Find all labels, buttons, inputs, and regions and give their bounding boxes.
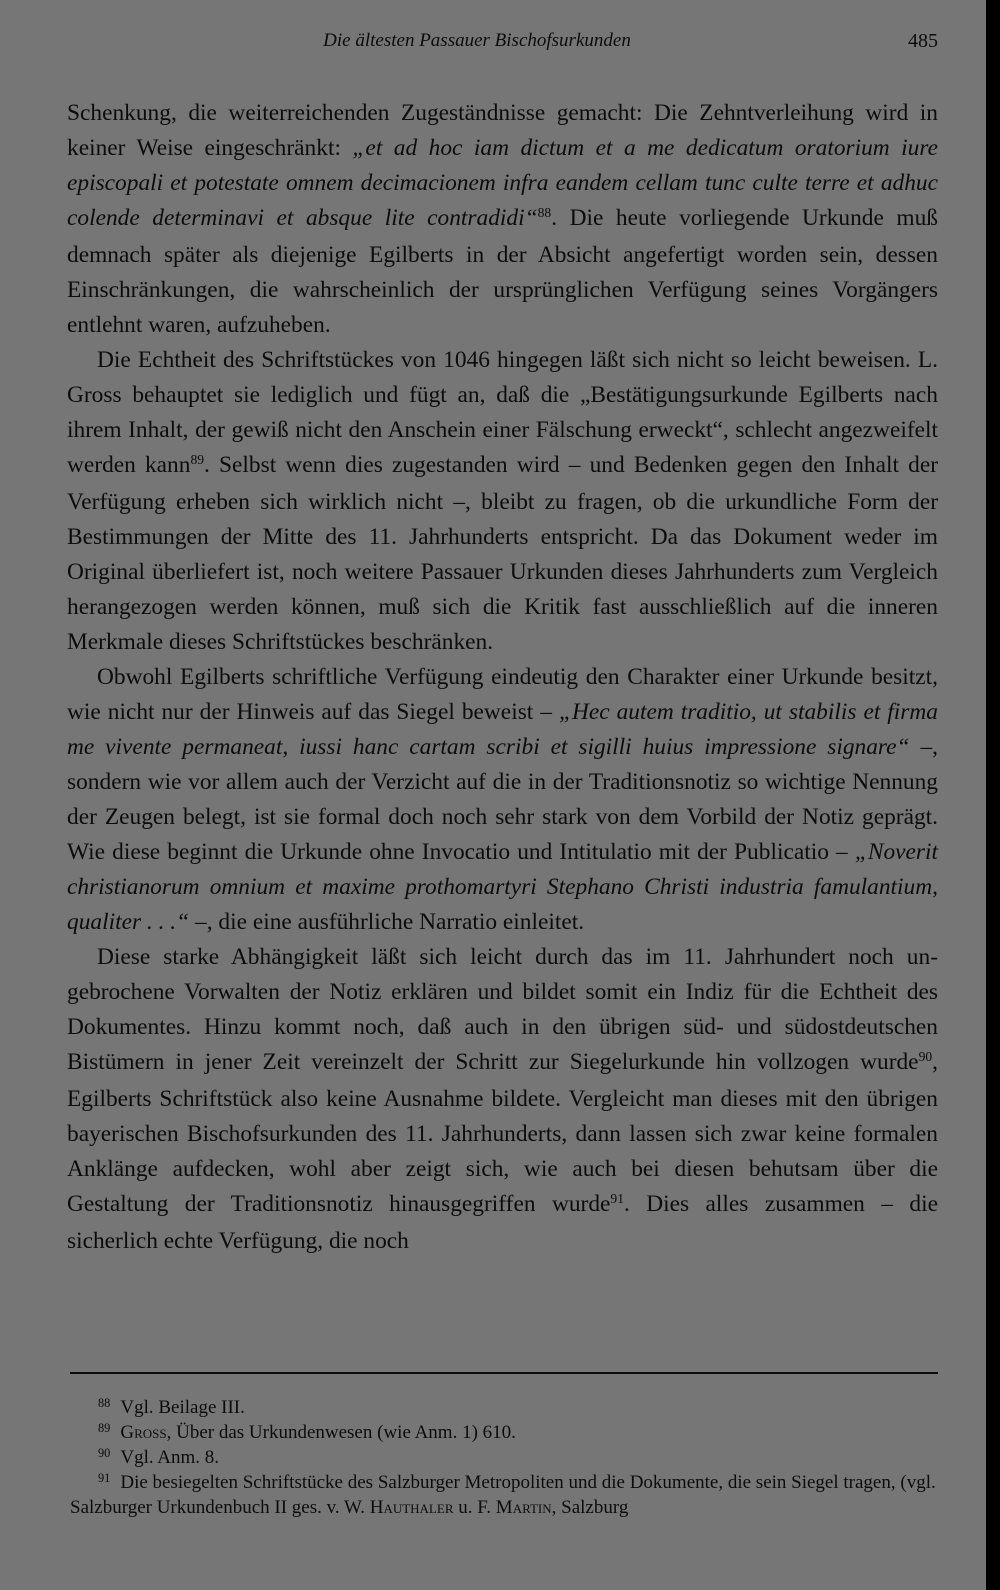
paragraph-2 — [67, 343, 938, 660]
text-segment: , Egilberts Schriftstück also keine Ausnahme bildete. Vergleicht man dieses mit den übrigen bayerischen Bischofsurkunden des 11. Jahrhunderts, dann lassen sich zwar keine formalen Anklänge aufdecken, wohl aber zeigt sich, wie auch bei diesen behutsam über die Gestaltung der Traditionsnotiz hinausgegriffen wurde — [67, 1049, 938, 1217]
text-segment: Diese starke Abhängigkeit läßt sich leicht durch das im 11. Jahrhundert noch ungebrochene Vorwalten der Notiz erklären und bildet somit ein Indiz für die Echtheit des Dokumentes. Hinzu kommt noch, daß auch in den übrigen süd- und südostdeutschen Bistümern in jener Zeit vereinzelt der Schritt zur Siegelurkunde hin vollzogen wurde — [67, 944, 938, 1075]
footnote-author: Martin — [495, 1497, 552, 1518]
footnote-number: 90 — [98, 1445, 111, 1460]
text-segment: –, die eine ausführliche Narratio einleitet. — [189, 909, 585, 935]
footnote-ref: 91 — [610, 1190, 624, 1206]
footnote-number: 88 — [98, 1395, 111, 1410]
footnote-separator — [70, 1372, 938, 1374]
footnotes — [70, 1396, 938, 1520]
latin-quote: „et ad hoc iam dictum et a me dedicatum oratorium iure episcopali et potestate omnem decimacionem infra eandem cellam tunc culte terre et adhuc colende determinavi et absque lite contradidi“ — [67, 135, 938, 231]
footnote-text: , Salzburg — [551, 1497, 629, 1518]
footnote-text: u. F. — [453, 1497, 496, 1518]
footnote-text: Vgl. Beilage III. — [120, 1397, 245, 1418]
footnote-text: , Über das Urkundenwesen (wie Anm. 1) 610. — [166, 1422, 516, 1443]
footnote-author: Gross — [120, 1422, 167, 1443]
footnote-author: Hauthaler — [369, 1497, 454, 1518]
body-text — [67, 96, 938, 1259]
footnote-text: Die besiegelten Schriftstücke des Salzburger Metropoliten und die Dokumente, die sein Siegel tragen, (vgl. Salzburger Urkundenbuch II ges. v. W. — [70, 1472, 936, 1518]
paragraph-4 — [67, 940, 938, 1259]
footnote-90 — [70, 1446, 938, 1471]
footnote-ref: 89 — [190, 451, 205, 467]
page-number: 485 — [908, 30, 938, 52]
latin-quote: „Hec autem traditio, ut stabilis et firma me vivente permaneat, iussi hanc cartam scribi et sigilli huius impressione signare“ — [67, 699, 938, 760]
running-title: Die ältesten Passauer Bischofsurkunden — [323, 30, 631, 51]
footnote-ref: 90 — [918, 1048, 933, 1064]
footnote-88 — [70, 1396, 938, 1421]
footnote-89 — [70, 1421, 938, 1446]
text-segment: . Die heute vorliegende Urkunde muß demnach später als diejenige Egilberts in der Absicht angefertigt worden sein, dessen Einschränkungen, die wahrscheinlich der ursprünglichen Verfügung seines Vorgängers entlehnt waren, aufzuheben. — [67, 205, 938, 338]
running-head — [64, 30, 940, 60]
text-segment: Obwohl Egilberts schriftliche Verfügung eindeutig den Charakter einer Urkunde besitzt, wie nicht nur der Hinweis auf das Siegel beweist – — [67, 664, 938, 725]
paragraph-1 — [67, 96, 938, 343]
text-segment: . Selbst wenn dies zugestanden wird – und Bedenken gegen den Inhalt der Verfügung erheben sich wirklich nicht –, bleibt zu fragen, ob die urkundliche Form der Bestimmungen der Mitte des 11. Jahrhunderts entspricht. Da das Dokument weder im Original überliefert ist, noch weitere Passauer Urkunden dieses Jahrhunderts zum Vergleich herangezogen werden können, muß sich die Kritik fast ausschließlich auf die inneren Merkmale dieses Schriftstückes beschränken. — [67, 452, 938, 655]
text-segment: –, sondern wie vor allem auch der Verzicht auf die in der Traditionsnotiz so wichtige Nennung der Zeugen belegt, ist sie formal doch noch sehr stark von dem Vorbild der Notiz geprägt. Wie diese beginnt die Urkunde ohne Invocatio und Intitulatio mit der Publicatio – — [67, 734, 939, 865]
footnote-number: 89 — [98, 1420, 111, 1435]
latin-quote: „Noverit christianorum omnium et maxime prothomartyri Stephano Christi industria famulantium, qualiter . . .“ — [67, 839, 938, 935]
footnote-text: Vgl. Anm. 8. — [120, 1447, 220, 1468]
text-segment: Schenkung, die weiterreichenden Zugeständnisse gemacht: Die Zehntverleihung wird in keiner Weise eingeschränkt: — [67, 100, 938, 161]
footnote-ref: 88 — [537, 204, 552, 220]
paragraph-3 — [67, 660, 938, 940]
text-segment: . Dies alles zusammen – die sicherlich echte Verfügung, die noch — [67, 1191, 938, 1254]
text-segment: Die Echtheit des Schriftstückes von 1046 hingegen läßt sich nicht so leicht beweisen. L. Gross behauptet sie lediglich und fügt an, daß die „Bestätigungsurkunde Egilberts nach ihrem Inhalt, der gewiß nicht den Anschein einer Fälschung erweckt“, schlecht angezweifelt werden kann — [67, 347, 938, 478]
footnote-91 — [70, 1471, 938, 1520]
footnote-number: 91 — [98, 1470, 111, 1485]
